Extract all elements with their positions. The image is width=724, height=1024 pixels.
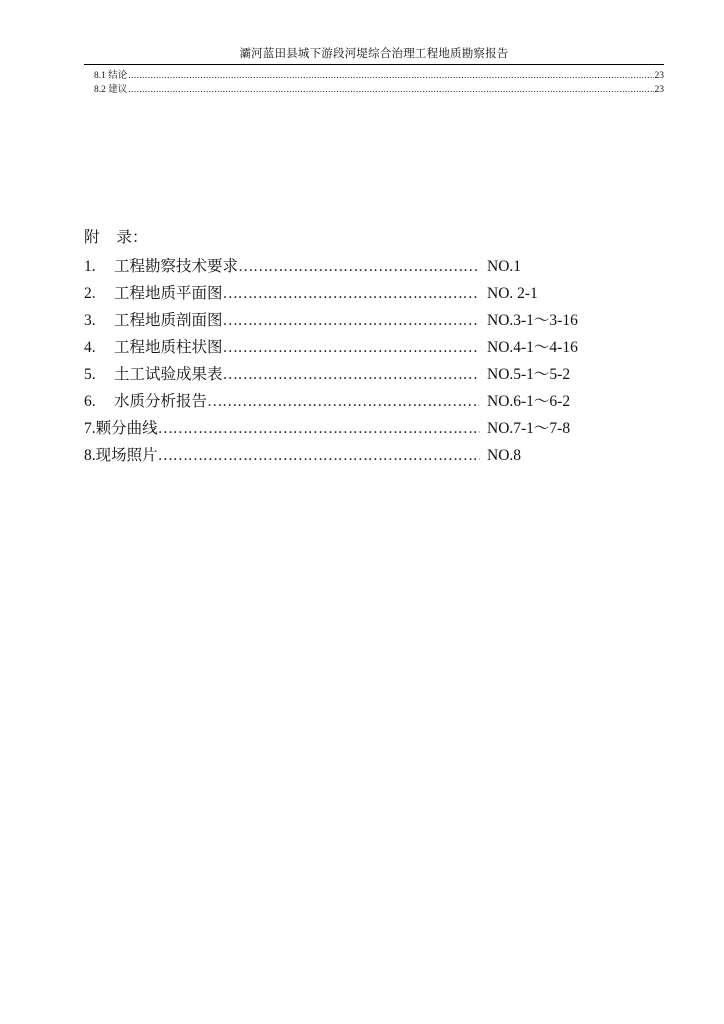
appendix-title-left: 附 bbox=[84, 229, 100, 246]
appendix-item-code: NO.6-1～6-2 bbox=[487, 393, 571, 410]
appendix-item-5 bbox=[84, 362, 571, 388]
toc-entry-page: 23 bbox=[654, 71, 664, 81]
appendix-item-number: 1. bbox=[84, 258, 96, 275]
appendix-leader-dots bbox=[158, 443, 480, 469]
appendix-leader-dots bbox=[223, 362, 479, 388]
appendix-item-code: NO.7-1～7-8 bbox=[487, 420, 571, 437]
appendix-item-number: 3. bbox=[84, 312, 96, 329]
appendix-item-code: NO.1 bbox=[487, 258, 522, 275]
appendix-item-label: 工程地质平面图 bbox=[114, 285, 223, 302]
toc-entry-label: 8.1 结论 bbox=[94, 71, 128, 81]
appendix-leader-dots bbox=[223, 281, 479, 307]
toc-entry-label: 8.2 建议 bbox=[94, 85, 128, 95]
appendix-item-code: NO.3-1～3-16 bbox=[487, 312, 578, 329]
appendix-item-2 bbox=[84, 281, 538, 307]
appendix-title-right: 录： bbox=[116, 229, 148, 246]
appendix-item-label: 工程地质柱状图 bbox=[114, 339, 223, 356]
appendix-item-3 bbox=[84, 308, 578, 334]
appendix-item-code: NO.8 bbox=[487, 447, 522, 464]
appendix-item-number: 2. bbox=[84, 285, 96, 302]
appendix-item-label: 7.颗分曲线 bbox=[84, 420, 158, 437]
appendix-item-label: 8.现场照片 bbox=[84, 447, 158, 464]
appendix-item-number: 4. bbox=[84, 339, 96, 356]
appendix-item-code: NO.5-1～5-2 bbox=[487, 366, 571, 383]
appendix-item-label: 土工试验成果表 bbox=[114, 366, 223, 383]
appendix-leader-dots bbox=[223, 308, 479, 334]
page-header-title: 灞河蓝田县城下游段河堤综合治理工程地质勘察报告 bbox=[239, 48, 509, 60]
appendix-item-6 bbox=[84, 389, 571, 415]
appendix-item-label: 工程地质剖面图 bbox=[114, 312, 223, 329]
appendix-item-8 bbox=[84, 443, 522, 469]
appendix-item-1 bbox=[84, 254, 522, 280]
appendix-item-code: NO. 2-1 bbox=[487, 285, 538, 302]
toc-entry-8-1[interactable] bbox=[94, 70, 664, 84]
appendix-item-7 bbox=[84, 416, 571, 442]
toc-entry-8-2[interactable] bbox=[94, 84, 664, 98]
table-of-contents bbox=[94, 70, 664, 98]
appendix-item-label: 水质分析报告 bbox=[114, 393, 208, 410]
toc-leader-dots bbox=[128, 84, 653, 97]
toc-entry-page: 23 bbox=[654, 85, 664, 95]
appendix-item-code: NO.4-1～4-16 bbox=[487, 339, 578, 356]
appendix-item-number: 6. bbox=[84, 393, 96, 410]
appendix-leader-dots bbox=[207, 389, 479, 415]
toc-leader-dots bbox=[128, 70, 653, 83]
appendix-title bbox=[84, 225, 148, 251]
appendix-leader-dots bbox=[223, 335, 479, 361]
appendix-item-4 bbox=[84, 335, 578, 361]
header-rule bbox=[84, 64, 664, 65]
appendix-leader-dots bbox=[238, 254, 479, 280]
appendix-item-label: 工程勘察技术要求 bbox=[114, 258, 239, 275]
appendix-leader-dots bbox=[158, 416, 480, 442]
appendix-item-number: 5. bbox=[84, 366, 96, 383]
